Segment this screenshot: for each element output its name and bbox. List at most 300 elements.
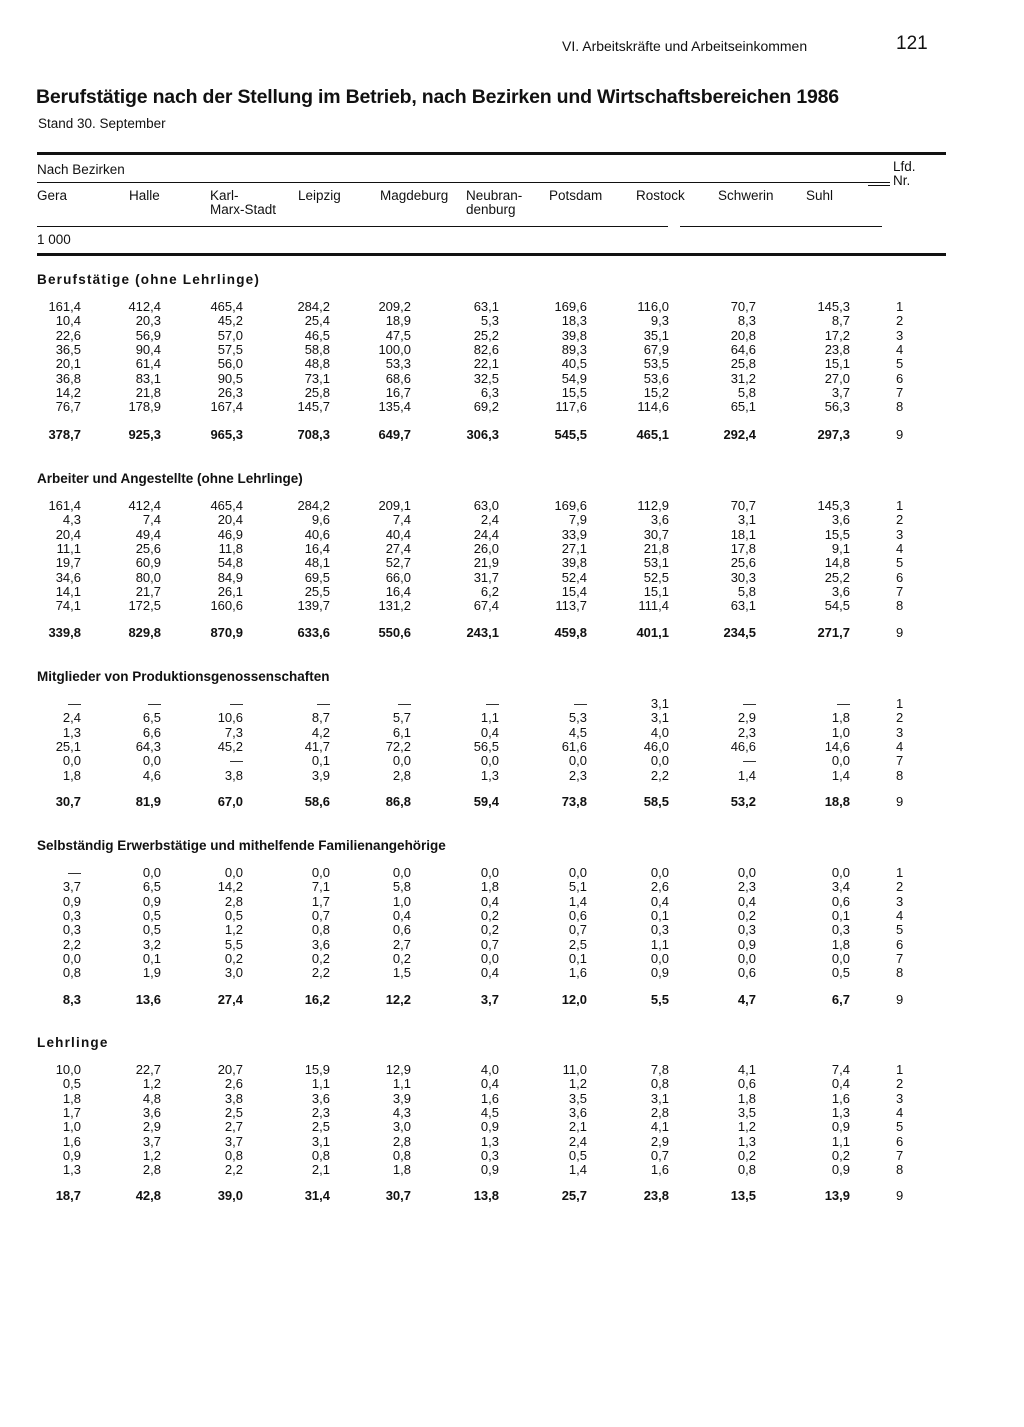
table-cell: 3,6 (311, 936, 330, 952)
table-cell: 0,0 (142, 865, 161, 880)
table-title: Berufstätige nach der Stellung im Betrieb, nach Bezirken und Wirtschaftsbereichen 1986 (36, 86, 839, 108)
table-cell: 4,7 (737, 992, 756, 1007)
column-header-4-line1: Leipzig (298, 188, 341, 203)
row-number: 7 (896, 950, 904, 966)
table-cell: — (68, 696, 81, 711)
table-cell: 15,5 (824, 526, 850, 542)
table-cell: 15,9 (304, 1062, 330, 1077)
table-cell: 1,3 (737, 1133, 756, 1149)
table-cell: 81,9 (135, 794, 161, 809)
table-cell: 16,4 (385, 583, 411, 599)
table-cell: 3,5 (568, 1090, 587, 1106)
table-cell: 19,7 (55, 555, 81, 571)
table-cell: 41,7 (304, 738, 330, 754)
table-cell: 2,4 (62, 710, 81, 726)
table-cell: 84,9 (217, 569, 243, 585)
table-cell: 111,4 (638, 598, 669, 614)
row-number: 6 (896, 936, 904, 952)
table-cell: 21,8 (643, 540, 669, 556)
table-cell: 465,4 (210, 299, 243, 314)
table-cell: 7,4 (142, 512, 161, 528)
column-header-rule-left (37, 226, 668, 227)
table-cell: 74,1 (55, 598, 81, 614)
table-cell: 31,7 (473, 569, 499, 585)
table-cell: 2,8 (224, 893, 243, 909)
table-cell: 20,4 (55, 526, 81, 542)
table-cell: 5,5 (224, 936, 243, 952)
table-cell: 3,9 (392, 1090, 411, 1106)
table-cell: 0,8 (62, 965, 81, 981)
table-cell: 0,8 (224, 1147, 243, 1163)
table-cell: 0,0 (568, 753, 587, 769)
table-cell: 3,0 (392, 1119, 411, 1135)
table-cell: 20,7 (217, 1062, 243, 1077)
table-cell: — (574, 696, 587, 711)
row-number: 5 (896, 1119, 904, 1135)
table-cell: 649,7 (378, 427, 411, 442)
table-cell: 2,2 (650, 767, 669, 783)
table-cell: 3,7 (142, 1133, 161, 1149)
table-cell: 0,9 (62, 893, 81, 909)
table-cell: 46,5 (304, 327, 330, 343)
table-cell: 10,4 (55, 313, 81, 329)
table-cell: 0,0 (392, 753, 411, 769)
section-title: Mitglieder von Produktionsgenossenschaften (37, 669, 330, 684)
table-cell: 0,3 (62, 922, 81, 938)
table-cell: 0,4 (650, 893, 669, 909)
table-cell: 209,2 (378, 299, 411, 314)
table-cell: 113,7 (555, 598, 587, 614)
table-cell: 40,5 (561, 356, 587, 372)
table-cell: 21,8 (135, 384, 161, 400)
table-cell: 2,1 (311, 1162, 330, 1178)
table-cell: 0,0 (142, 753, 161, 769)
section-title: Berufstätige (ohne Lehrlinge) (37, 272, 261, 287)
table-cell: 0,0 (480, 950, 499, 966)
table-cell: 1,8 (831, 710, 850, 726)
table-cell: 58,8 (304, 341, 330, 357)
table-cell: 39,8 (561, 555, 587, 571)
header-bottom-rule (37, 253, 946, 256)
table-cell: 63,1 (730, 598, 756, 614)
table-cell: 52,4 (561, 569, 587, 585)
table-cell: 39,8 (561, 327, 587, 343)
table-cell: 1,6 (831, 1090, 850, 1106)
table-cell: 22,6 (55, 327, 81, 343)
table-cell: 3,5 (737, 1104, 756, 1120)
table-cell: 633,6 (297, 625, 330, 640)
table-cell: 0,5 (142, 922, 161, 938)
table-cell: 25,5 (304, 583, 330, 599)
table-cell: 1,7 (311, 893, 330, 909)
table-cell: 30,3 (730, 569, 756, 585)
row-number: 9 (896, 1188, 904, 1203)
table-cell: 234,5 (723, 625, 756, 640)
table-cell: 4,1 (737, 1062, 756, 1077)
table-cell: 0,5 (831, 965, 850, 981)
table-cell: 6,6 (142, 724, 161, 740)
table-cell: 0,3 (62, 907, 81, 923)
row-number: 9 (896, 794, 904, 809)
table-cell: 2,2 (224, 1162, 243, 1178)
table-cell: 56,3 (824, 399, 850, 415)
table-cell: 4,6 (142, 767, 161, 783)
row-number: 2 (896, 313, 904, 329)
table-cell: 5,3 (568, 710, 587, 726)
table-cell: 27,1 (561, 540, 587, 556)
table-cell: 1,6 (650, 1162, 669, 1178)
row-number: 4 (896, 1104, 904, 1120)
lfd-label: Lfd. (893, 159, 916, 174)
row-number: 2 (896, 879, 904, 895)
table-cell: 0,3 (831, 922, 850, 938)
table-cell: 0,0 (311, 865, 330, 880)
nr-label: Nr. (893, 173, 911, 188)
row-number: 8 (896, 1162, 904, 1178)
table-cell: 1,6 (480, 1090, 499, 1106)
table-cell: 36,8 (55, 370, 81, 386)
table-cell: 14,8 (824, 555, 850, 571)
table-cell: 339,8 (48, 625, 81, 640)
table-cell: 2,9 (142, 1119, 161, 1135)
table-cell: 5,7 (392, 710, 411, 726)
table-cell: 82,6 (473, 341, 499, 357)
table-cell: 24,4 (473, 526, 499, 542)
table-cell: 1,6 (62, 1133, 81, 1149)
table-cell: 169,6 (554, 299, 587, 314)
table-cell: 3,6 (142, 1104, 161, 1120)
table-cell: 3,6 (311, 1090, 330, 1106)
table-cell: 15,1 (643, 583, 669, 599)
table-cell: 306,3 (466, 427, 499, 442)
table-cell: 23,8 (824, 341, 850, 357)
table-cell: 1,2 (142, 1076, 161, 1092)
table-cell: 0,6 (737, 1076, 756, 1092)
column-header-2-line1: Halle (129, 188, 160, 203)
table-cell: 13,5 (730, 1188, 756, 1203)
row-number: 7 (896, 384, 904, 400)
table-cell: 100,0 (378, 341, 411, 357)
table-cell: 5,3 (480, 313, 499, 329)
table-cell: 1,1 (480, 710, 499, 726)
table-cell: 86,8 (385, 794, 411, 809)
table-cell: 54,5 (824, 598, 850, 614)
lfd-underline (868, 185, 890, 186)
table-cell: — (743, 696, 756, 711)
table-cell: 22,7 (135, 1062, 161, 1077)
table-cell: 1,4 (568, 1162, 587, 1178)
table-cell: 708,3 (297, 427, 330, 442)
table-cell: 0,9 (831, 1119, 850, 1135)
table-cell: 0,8 (737, 1162, 756, 1178)
table-cell: 0,8 (311, 1147, 330, 1163)
table-cell: 8,3 (62, 992, 81, 1007)
table-cell: 0,5 (142, 907, 161, 923)
table-cell: 17,8 (730, 540, 756, 556)
table-cell: 545,5 (554, 427, 587, 442)
table-cell: 46,6 (730, 738, 756, 754)
table-cell: 4,3 (392, 1104, 411, 1120)
row-number: 5 (896, 922, 904, 938)
table-cell: — (317, 696, 330, 711)
row-number: 7 (896, 583, 904, 599)
row-number: 2 (896, 512, 904, 528)
table-cell: 3,7 (224, 1133, 243, 1149)
table-cell: 0,7 (568, 922, 587, 938)
table-cell: 18,3 (561, 313, 587, 329)
table-cell: 70,7 (730, 498, 756, 513)
table-cell: 135,4 (378, 399, 411, 415)
table-cell: — (230, 696, 243, 711)
table-cell: 378,7 (48, 427, 81, 442)
table-cell: 14,2 (217, 879, 243, 895)
table-cell: 1,0 (62, 1119, 81, 1135)
table-cell: 1,8 (737, 1090, 756, 1106)
table-cell: 2,8 (392, 767, 411, 783)
table-cell: 2,3 (311, 1104, 330, 1120)
table-cell: 18,7 (55, 1188, 81, 1203)
table-cell: 172,5 (128, 598, 161, 614)
table-cell: 161,4 (48, 299, 81, 314)
table-cell: 8,7 (311, 710, 330, 726)
table-cell: 4,0 (650, 724, 669, 740)
table-cell: 1,3 (62, 724, 81, 740)
table-cell: 21,9 (473, 555, 499, 571)
row-number: 1 (896, 1062, 904, 1077)
table-cell: 34,6 (55, 569, 81, 585)
table-cell: 412,4 (128, 498, 161, 513)
table-cell: 53,5 (643, 356, 669, 372)
table-cell: 2,8 (142, 1162, 161, 1178)
table-cell: 3,1 (650, 696, 669, 711)
table-cell: 26,1 (217, 583, 243, 599)
table-cell: 117,6 (555, 399, 587, 415)
table-cell: 46,9 (217, 526, 243, 542)
table-cell: 4,5 (480, 1104, 499, 1120)
table-cell: 25,1 (55, 738, 81, 754)
table-cell: 61,6 (561, 738, 587, 754)
table-cell: 870,9 (210, 625, 243, 640)
table-cell: 0,0 (831, 950, 850, 966)
table-cell: 2,6 (650, 879, 669, 895)
table-cell: 0,7 (650, 1147, 669, 1163)
table-cell: 4,0 (480, 1062, 499, 1077)
table-cell: 0,4 (831, 1076, 850, 1092)
table-cell: 27,4 (217, 992, 243, 1007)
table-cell: 3,9 (311, 767, 330, 783)
table-cell: 63,1 (473, 299, 499, 314)
table-cell: 1,0 (392, 893, 411, 909)
table-cell: 25,8 (304, 384, 330, 400)
table-cell: 5,5 (650, 992, 669, 1007)
table-cell: — (68, 865, 81, 880)
table-cell: 26,3 (217, 384, 243, 400)
row-number: 9 (896, 427, 904, 442)
table-cell: 7,8 (650, 1062, 669, 1077)
table-cell: 14,6 (824, 738, 850, 754)
table-cell: 0,6 (568, 907, 587, 923)
table-cell: 0,2 (224, 950, 243, 966)
table-cell: 11,8 (218, 540, 243, 556)
table-cell: 56,0 (217, 356, 243, 372)
table-cell: 297,3 (817, 427, 850, 442)
table-cell: 0,2 (831, 1147, 850, 1163)
table-cell: 0,0 (831, 865, 850, 880)
table-cell: 15,4 (561, 583, 587, 599)
table-cell: 64,6 (730, 341, 756, 357)
table-cell: 5,1 (568, 879, 587, 895)
table-cell: 284,2 (297, 498, 330, 513)
table-cell: 3,2 (142, 936, 161, 952)
row-number: 1 (896, 498, 904, 513)
table-cell: 116,0 (637, 299, 669, 314)
table-cell: 15,5 (561, 384, 587, 400)
column-header-9-line1: Schwerin (718, 188, 774, 203)
row-number: 8 (896, 965, 904, 981)
table-cell: 0,3 (480, 1147, 499, 1163)
table-cell: 80,0 (135, 569, 161, 585)
table-cell: 16,7 (385, 384, 411, 400)
table-cell: 0,5 (224, 907, 243, 923)
table-cell: 112,9 (637, 498, 669, 513)
table-cell: 1,4 (831, 767, 850, 783)
table-cell: 5,8 (737, 384, 756, 400)
table-cell: 57,5 (217, 341, 243, 357)
table-cell: 284,2 (297, 299, 330, 314)
row-number: 3 (896, 1090, 904, 1106)
page-number: 121 (896, 33, 928, 54)
table-cell: 401,1 (636, 625, 669, 640)
table-cell: 2,9 (650, 1133, 669, 1149)
row-number: 4 (896, 907, 904, 923)
table-cell: 0,2 (392, 950, 411, 966)
table-cell: 1,3 (831, 1104, 850, 1120)
table-cell: 1,4 (568, 893, 587, 909)
table-cell: 1,3 (480, 767, 499, 783)
unit-label: 1 000 (37, 232, 71, 247)
table-cell: 3,7 (480, 992, 499, 1007)
table-cell: 3,7 (62, 879, 81, 895)
table-cell: 1,0 (831, 724, 850, 740)
table-cell: 25,6 (730, 555, 756, 571)
row-number: 6 (896, 569, 904, 585)
table-cell: 0,4 (480, 893, 499, 909)
table-cell: 90,4 (135, 341, 161, 357)
table-cell: 72,2 (385, 738, 411, 754)
table-cell: 1,8 (62, 1090, 81, 1106)
table-cell: 1,1 (650, 936, 669, 952)
table-cell: 271,7 (817, 625, 850, 640)
table-cell: 20,8 (730, 327, 756, 343)
table-cell: 59,4 (473, 794, 499, 809)
table-cell: 4,5 (568, 724, 587, 740)
table-cell: 209,1 (378, 498, 411, 513)
group-rule (37, 182, 890, 183)
table-cell: 26,0 (473, 540, 499, 556)
table-cell: 39,0 (217, 1188, 243, 1203)
table-cell: — (148, 696, 161, 711)
table-cell: 4,3 (62, 512, 81, 528)
table-cell: 0,4 (480, 965, 499, 981)
table-cell: 145,3 (817, 299, 850, 314)
top-rule (37, 152, 946, 155)
table-cell: — (743, 753, 756, 769)
table-cell: 0,0 (650, 950, 669, 966)
column-header-3-line1: Karl- (210, 188, 239, 203)
table-cell: 3,6 (568, 1104, 587, 1120)
table-cell: 12,2 (385, 992, 411, 1007)
table-cell: 0,0 (392, 865, 411, 880)
table-cell: 53,1 (643, 555, 669, 571)
table-cell: 2,4 (568, 1133, 587, 1149)
row-number: 3 (896, 893, 904, 909)
row-number: 3 (896, 327, 904, 343)
table-cell: 2,4 (480, 512, 499, 528)
table-cell: 67,4 (473, 598, 499, 614)
table-cell: 0,0 (650, 865, 669, 880)
row-number: 1 (896, 865, 904, 880)
table-cell: 58,5 (643, 794, 669, 809)
table-cell: 3,1 (737, 512, 756, 528)
table-cell: 25,2 (824, 569, 850, 585)
table-cell: 53,6 (643, 370, 669, 386)
table-cell: 31,4 (304, 1188, 330, 1203)
table-cell: 0,4 (480, 724, 499, 740)
row-number: 3 (896, 526, 904, 542)
column-header-6-line1: Neubran- (466, 188, 523, 203)
table-cell: 3,6 (831, 512, 850, 528)
table-cell: 56,9 (135, 327, 161, 343)
table-cell: 12,9 (385, 1062, 411, 1077)
table-subtitle: Stand 30. September (38, 116, 166, 131)
table-cell: 3,6 (650, 512, 669, 528)
table-cell: 465,4 (210, 498, 243, 513)
table-cell: 65,1 (730, 399, 756, 415)
table-cell: 925,3 (128, 427, 161, 442)
table-cell: 0,3 (737, 922, 756, 938)
table-cell: 9,3 (650, 313, 669, 329)
table-cell: 0,0 (224, 865, 243, 880)
table-cell: 60,9 (135, 555, 161, 571)
table-cell: 25,4 (304, 313, 330, 329)
column-header-7-line1: Potsdam (549, 188, 603, 203)
column-header-5-line1: Magdeburg (380, 188, 449, 203)
table-cell: 0,0 (568, 865, 587, 880)
column-header-10-line1: Suhl (806, 188, 834, 203)
table-cell: 0,1 (311, 753, 330, 769)
table-cell: 76,7 (55, 399, 81, 415)
table-cell: 3,8 (224, 767, 243, 783)
table-cell: 1,5 (392, 965, 411, 981)
table-cell: 6,2 (480, 583, 499, 599)
table-cell: 0,9 (831, 1162, 850, 1178)
table-cell: 0,1 (831, 907, 850, 923)
table-cell: 66,0 (385, 569, 411, 585)
table-cell: 0,0 (831, 753, 850, 769)
column-header-rule-right (680, 226, 882, 227)
table-cell: 2,2 (311, 965, 330, 981)
table-cell: 13,9 (824, 1188, 850, 1203)
table-cell: 2,7 (224, 1119, 243, 1135)
table-cell: 30,7 (55, 794, 81, 809)
column-header-6-line2: denburg (466, 202, 516, 217)
table-cell: 14,2 (55, 384, 81, 400)
table-cell: 21,7 (135, 583, 161, 599)
table-cell: 20,1 (55, 356, 81, 372)
table-cell: 2,8 (392, 1133, 411, 1149)
table-cell: 53,2 (730, 794, 756, 809)
table-cell: 1,1 (831, 1133, 850, 1149)
